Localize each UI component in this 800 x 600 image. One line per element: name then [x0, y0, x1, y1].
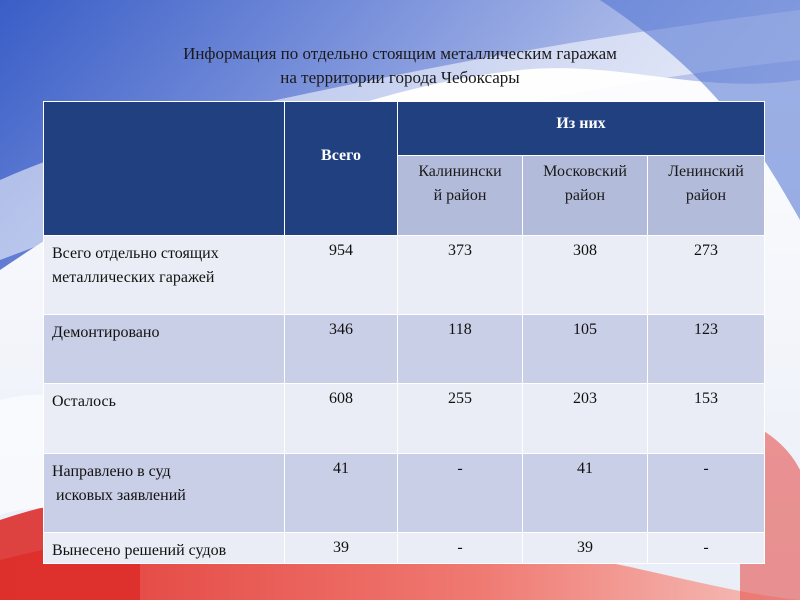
row-label-line: металлических гаражей — [52, 269, 215, 286]
cell-leninsky: 153 — [648, 384, 765, 454]
title-line-2: на территории города Чебоксары — [280, 68, 520, 87]
header-of-them: Из них — [398, 102, 765, 156]
cell-kalininsky: - — [398, 454, 523, 533]
table-row — [44, 315, 765, 384]
cell-moskovsky: 41 — [523, 454, 648, 533]
header-district-leninsky — [648, 156, 765, 236]
district-label-line-1: Московский — [543, 163, 627, 180]
row-label-line: Направлено в суд — [52, 463, 171, 480]
district-label-line-2: район — [685, 187, 727, 204]
district-label-line-2: й район — [433, 187, 487, 204]
cell-total: 39 — [285, 533, 398, 564]
cell-moskovsky: 105 — [523, 315, 648, 384]
header-empty-cell — [44, 102, 285, 236]
cell-leninsky: - — [648, 533, 765, 564]
header-total: Всего — [285, 102, 398, 236]
row-label-line: исковых заявлений — [52, 487, 186, 504]
row-label — [44, 533, 285, 564]
cell-leninsky: 273 — [648, 236, 765, 315]
cell-moskovsky: 203 — [523, 384, 648, 454]
cell-total: 41 — [285, 454, 398, 533]
page-title — [140, 42, 660, 90]
table-row — [44, 384, 765, 454]
table-row — [44, 236, 765, 315]
row-label-line: Вынесено решений судов — [52, 542, 227, 559]
row-label — [44, 384, 285, 454]
row-label — [44, 454, 285, 533]
title-line-1: Информация по отдельно стоящим металлическим гаражам — [183, 44, 617, 63]
table-row — [44, 454, 765, 533]
cell-total: 608 — [285, 384, 398, 454]
cell-total: 346 — [285, 315, 398, 384]
row-label-line: Осталось — [52, 393, 116, 410]
cell-moskovsky: 39 — [523, 533, 648, 564]
cell-total: 954 — [285, 236, 398, 315]
cell-moskovsky: 308 — [523, 236, 648, 315]
cell-kalininsky: 373 — [398, 236, 523, 315]
row-label-line: Всего отдельно стоящих — [52, 245, 219, 262]
row-label-line: Демонтировано — [52, 324, 160, 341]
header-district-moskovsky — [523, 156, 648, 236]
table-row — [44, 533, 765, 564]
district-label-line-1: Ленинский — [668, 163, 744, 180]
row-label — [44, 236, 285, 315]
header-district-kalininsky — [398, 156, 523, 236]
district-label-line-1: Калинински — [418, 163, 502, 180]
cell-leninsky: 123 — [648, 315, 765, 384]
row-label — [44, 315, 285, 384]
district-label-line-2: район — [564, 187, 606, 204]
cell-kalininsky: 255 — [398, 384, 523, 454]
cell-kalininsky: 118 — [398, 315, 523, 384]
garages-table — [43, 101, 765, 564]
cell-leninsky: - — [648, 454, 765, 533]
cell-kalininsky: - — [398, 533, 523, 564]
